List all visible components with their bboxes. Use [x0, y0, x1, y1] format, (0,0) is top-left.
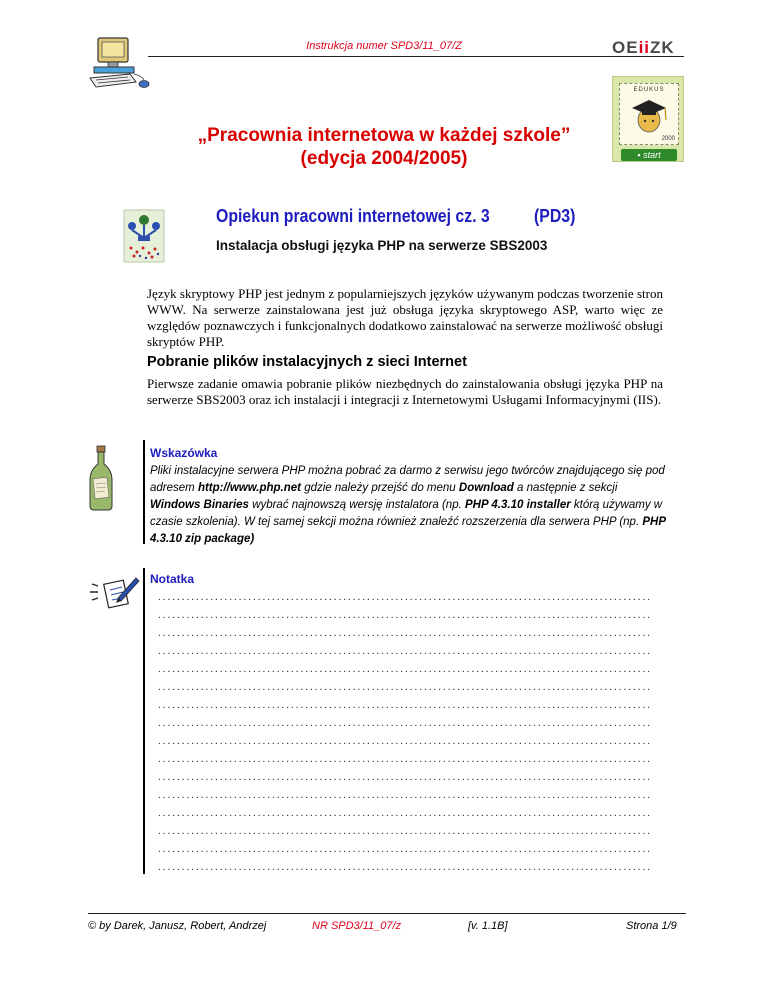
message-bottle-icon	[86, 444, 118, 512]
note-line[interactable]: ........................................................................................................	[158, 717, 652, 729]
course-subtitle: Instalacja obsługi języka PHP na serwerze SBS2003	[216, 238, 548, 253]
title-line-2: (edycja 2004/2005)	[300, 148, 468, 169]
note-line[interactable]: ........................................................................................................	[158, 591, 652, 603]
edukus-label: EDUKUS	[633, 87, 665, 93]
note-line[interactable]: ........................................................................................................	[158, 843, 652, 855]
footer-page-number: Strona 1/9	[626, 920, 677, 932]
network-people-icon	[122, 208, 166, 264]
start-label: start	[643, 150, 661, 160]
note-line[interactable]: ........................................................................................................	[158, 699, 652, 711]
note-line[interactable]: ........................................................................................................	[158, 663, 652, 675]
computer-illustration-icon	[84, 34, 152, 92]
note-line[interactable]: ........................................................................................................	[158, 627, 652, 639]
section-paragraph: Pierwsze zadanie omawia pobranie plików niezbędnych do zainstalowania obsługi języka PHP na serwerze SBS2003 oraz ich instalacji i integracji z Internetowymi Usługami Informacyjnymi (IIS).	[147, 376, 663, 407]
oeiizk-logo	[612, 38, 675, 58]
note-side-bar	[143, 568, 145, 874]
footer-authors: © by Darek, Janusz, Robert, Andrzej	[88, 920, 267, 932]
footer-divider	[88, 913, 686, 914]
section-heading: Pobranie plików instalacyjnych z sieci Internet	[147, 354, 467, 370]
note-line[interactable]: ........................................................................................................	[158, 609, 652, 621]
footer-doc-number: NR SPD3/11_07/z	[312, 920, 402, 932]
course-title: Opiekun pracowni internetowej cz. 3	[216, 206, 490, 226]
intro-paragraph: Język skryptowy PHP jest jednym z popularniejszych języków używanym podczas tworzenie stron WWW. Na serwerze zainstalowana jest już obsługa języka skryptowego ASP, warto więc ze względów poznawczych i funkcjonalnych dodatkowo zainstalować na serwerze możliwość obsługi skryptów PHP.	[147, 286, 663, 349]
header-divider	[148, 56, 684, 57]
note-line[interactable]: ........................................................................................................	[158, 735, 652, 747]
title-line-1: „Pracownia internetowa w każdej szkole”	[197, 125, 571, 146]
tip-text: Pliki instalacyjne serwera PHP można pobrać za darmo z serwisu jego twórców znajdującego się pod adresem http://www.php.net gdzie należy przejść do menu Download a następnie z sekcji Windows Binaries wybrać najnowszą wersję instalatora (np. PHP 4.3.10 installer którą używamy w czasie szkolenia). W tej samej sekcji można również znaleźć rozszerzenia dla serwera PHP (np. PHP 4.3.10 zip package)	[150, 465, 666, 545]
note-line[interactable]: ........................................................................................................	[158, 771, 652, 783]
note-line[interactable]: ........................................................................................................	[158, 861, 652, 873]
logo-part-ii: ii	[638, 38, 651, 57]
footer-version: [v. 1.1B]	[468, 920, 508, 932]
note-line[interactable]: ........................................................................................................	[158, 789, 652, 801]
notepad-pen-icon	[88, 574, 142, 610]
note-dotted-lines	[158, 588, 666, 876]
windows-flag-icon: ▪	[637, 150, 644, 160]
note-line[interactable]: ........................................................................................................	[158, 807, 652, 819]
tip-label: Wskazówka	[150, 446, 218, 460]
document-title	[0, 124, 768, 170]
logo-part-o: OE	[612, 38, 639, 57]
note-label: Notatka	[150, 572, 195, 586]
header-instruction: Instrukcja numer SPD3/11_07/Z	[306, 40, 462, 52]
course-code: (PD3)	[534, 206, 576, 226]
note-line[interactable]: ........................................................................................................	[158, 753, 652, 765]
note-line[interactable]: ........................................................................................................	[158, 645, 652, 657]
tip-side-bar	[143, 440, 145, 544]
note-line[interactable]: ........................................................................................................	[158, 825, 652, 837]
note-line[interactable]: ........................................................................................................	[158, 681, 652, 693]
logo-part-zk: ZK	[650, 38, 675, 57]
edukus-year: 2000	[661, 136, 675, 142]
